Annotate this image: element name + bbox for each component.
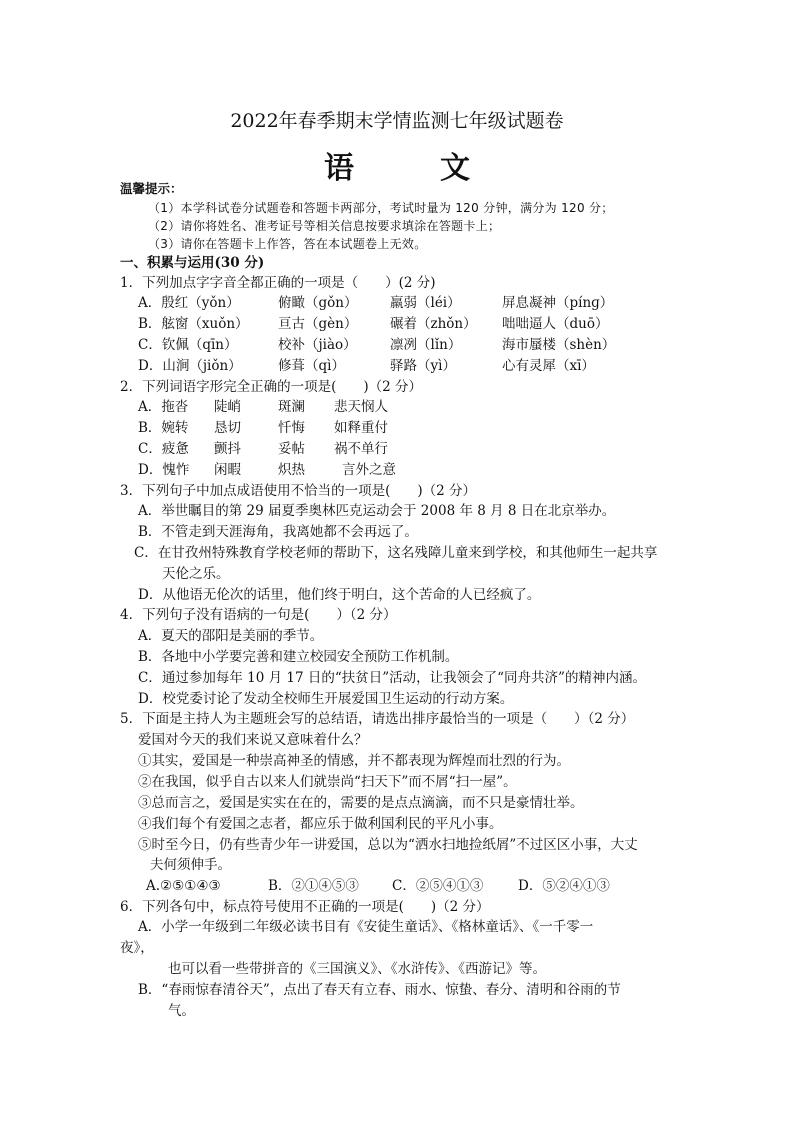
- tip-item: （1）本学科试卷分试题卷和答题卡两部分，考试时量为 120 分钟，满分为 120 分；: [148, 201, 614, 215]
- option-line: 天伦之乐。: [162, 566, 230, 582]
- question-stem: 2．下列词语字形完全正确的一项是( )（2 分）: [120, 379, 423, 395]
- option-cell: 碾着（zhǒn）: [390, 316, 477, 332]
- option-cell: 陡峭: [214, 399, 241, 415]
- option-cell: 颤抖: [214, 441, 241, 457]
- option-line: A．小学一年级到二年级必读书目有《安徒生童话》、《格林童话》、《一千零一: [138, 919, 594, 935]
- option-line: C．在甘孜州特殊教育学校老师的帮助下，这名残障儿童来到学校，和其他师生一起共享: [134, 545, 658, 561]
- option-line: B．不管走到天涯海角，我离她都不会再远了。: [138, 524, 418, 540]
- sentence-item: 夫何须伸手。: [150, 857, 231, 873]
- question-stem: 5．下面是主持人为主题班会写的总结语，请选出排序最恰当的一项是（ ）（2 分）: [120, 711, 635, 727]
- question-stem: 4．下列句子没有语病的一句是( ）（2 分）: [120, 607, 397, 623]
- option-line: C．通过参加每年 10 月 17 日的“扶贫日”活动，让我领会了“同舟共济”的精神内涵。: [138, 670, 646, 686]
- sentence-item: ⑤时至今日，仍有些青少年一讲爱国，总以为“洒水扫地捡纸屑”不过区区小事，大丈: [138, 837, 638, 853]
- option-cell: C．②⑤④①③: [392, 878, 484, 894]
- subject-heading: 语 文: [324, 151, 498, 186]
- sentence-item: ①其实，爱国是一种崇高神圣的情感，并不都表现为辉煌而壮烈的行为。: [138, 753, 570, 769]
- option-cell: A．拖沓: [138, 399, 189, 415]
- option-cell: B．②①④⑤③: [268, 878, 359, 894]
- option-cell: D．山涧（jiǒn）: [138, 358, 242, 374]
- option-cell: D．愧怍: [138, 462, 190, 478]
- option-cell: 恳切: [214, 420, 241, 436]
- question-stem: 1．下列加点字字音全都正确的一项是（ ）(2 分): [120, 275, 436, 291]
- option-cell: 海市蜃楼（shèn）: [502, 337, 616, 353]
- option-cell: 言外之意: [342, 462, 396, 478]
- option-cell: 俯瞰（gǒn）: [278, 295, 358, 311]
- option-cell: 凛冽（lǐn）: [390, 337, 462, 353]
- option-line: 也可以看一些带拼音的《三国演义》、《水浒传》、《西游记》等。: [168, 961, 546, 977]
- option-line: B．各地中小学要完善和建立校园安全预防工作机制。: [138, 649, 459, 665]
- tip-item: （2）请你将姓名、准考证号等相关信息按要求填涂在答题卡上；: [148, 219, 501, 233]
- option-cell: C．钦佩（qīn）: [138, 337, 238, 353]
- option-cell: 亘古（gèn）: [278, 316, 358, 332]
- option-line: D．校党委讨论了发动全校师生开展爱国卫生运动的行动方案。: [138, 691, 514, 707]
- option-cell: D．⑤②④①③: [518, 878, 610, 894]
- section-heading: 一、积累与运用(30 分): [120, 255, 265, 271]
- option-cell: A.②⑤①④③: [146, 878, 221, 894]
- question-lead: 爱国对今天的我们来说又意味着什么？: [138, 732, 368, 748]
- tip-item: （3）请你在答题卡上作答，答在本试题卷上无效。: [148, 237, 427, 251]
- option-cell: A．殷红（yǒn）: [138, 295, 240, 311]
- option-cell: 妥帖: [278, 441, 305, 457]
- sentence-item: ④我们每个有爱国之志者，都应乐于做利国利民的平凡小事。: [138, 816, 503, 832]
- option-line: A．举世瞩目的第 29 届夏季奥林匹克运动会于 2008 年 8 月 8 日在北京举办。: [138, 503, 616, 519]
- option-cell: 斑澜: [278, 399, 305, 415]
- option-cell: 如释重付: [334, 420, 388, 436]
- question-stem: 3．下列句子中加点成语使用不恰当的一项是( )（2 分）: [120, 483, 477, 499]
- exam-title: 2022年春季期末学情监测七年级试题卷: [230, 110, 564, 132]
- option-cell: 羸弱（léi）: [390, 295, 461, 311]
- option-cell: 心有灵犀（xī）: [502, 358, 595, 374]
- option-cell: C．疲惫: [138, 441, 189, 457]
- option-line: 夜》，: [120, 940, 154, 956]
- option-cell: B．舷窗（xuǒn）: [138, 316, 249, 332]
- option-line: A．夏天的邵阳是美丽的季节。: [138, 628, 324, 644]
- option-cell: B．婉转: [138, 420, 189, 436]
- question-stem: 6．下列各句中，标点符号使用不正确的一项是( )（2 分）: [120, 899, 490, 915]
- option-cell: 悲天悯人: [334, 399, 388, 415]
- sentence-item: ②在我国，似乎自古以来人们就崇尚“扫天下”而不屑“扫一屋”。: [138, 774, 517, 790]
- option-line: 气。: [168, 1003, 195, 1019]
- option-cell: 炽热: [278, 462, 305, 478]
- option-cell: 校补（jiào）: [278, 337, 357, 353]
- sentence-item: ③总而言之，爱国是实实在在的，需要的是点点滴滴，而不只是豪情壮举。: [138, 795, 584, 811]
- option-cell: 驿路（yì）: [390, 358, 456, 374]
- option-cell: 忏悔: [278, 420, 305, 436]
- option-cell: 修葺（qì）: [278, 358, 345, 374]
- option-cell: 屏息凝神（pínɡ）: [502, 295, 614, 311]
- tips-heading: 温馨提示：: [120, 181, 183, 196]
- option-line: B．“春雨惊春清谷天”，点出了春天有立春、雨水、惊蛰、春分、清明和谷雨的节: [138, 982, 621, 998]
- option-cell: 祸不单行: [334, 441, 388, 457]
- option-cell: 闲暇: [214, 462, 241, 478]
- option-line: D．从他语无伦次的话里，他们终于明白，这个苦命的人已经疯了。: [138, 587, 541, 603]
- option-cell: 咄咄逼人（duō）: [502, 316, 609, 332]
